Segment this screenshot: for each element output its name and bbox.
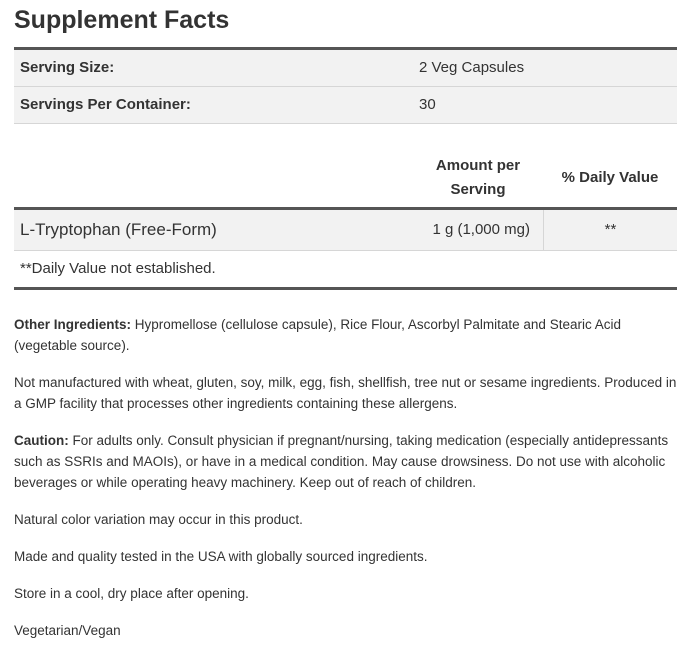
ingredient-row (14, 210, 677, 251)
serving-size-value: 2 Veg Capsules (419, 59, 525, 76)
color-variation-note: Natural color variation may occur in this product. (14, 512, 303, 527)
other-ingredients (14, 314, 677, 356)
other-ingredients-label: Other Ingredients: (14, 317, 132, 332)
servings-per-container-value: 30 (419, 96, 436, 113)
made-in-usa-note: Made and quality tested in the USA with globally sourced ingredients. (14, 549, 428, 564)
amount-header-line2: Serving (450, 181, 506, 198)
amount-header-line1: Amount per (435, 157, 521, 174)
serving-size-row (14, 50, 677, 87)
daily-value-footnote: **Daily Value not established. (20, 260, 216, 277)
diet-note: Vegetarian/Vegan (14, 623, 121, 638)
caution-text: For adults only. Consult physician if pregnant/nursing, taking medication (especially antidepressants such as SSRIs and MAOIs), or have in a medical condition. May cause drowsiness. Do not use with alcoholic beverages or while operating heavy machinery. Keep out of reach of children. (14, 433, 669, 490)
other-ingredients-text: Hypromellose (cellulose capsule), Rice Flour, Ascorbyl Palmitate and Stearic Acid (vegetable source). (14, 317, 621, 353)
caution-statement (14, 430, 677, 493)
serving-size-label: Serving Size: (20, 59, 115, 76)
daily-value-header: % Daily Value (561, 169, 659, 186)
panel-title: Supplement Facts (14, 6, 230, 34)
ingredient-amount: 1 g (1,000 mg) (432, 221, 530, 238)
caution-label: Caution: (14, 433, 69, 448)
bottom-divider (14, 287, 677, 290)
amount-per-serving-header (417, 154, 539, 202)
servings-per-container-label: Servings Per Container: (20, 96, 191, 113)
allergen-statement: Not manufactured with wheat, gluten, soy, milk, egg, fish, shellfish, tree nut or sesame ingredients. Produced in a GMP facility that processes other ingredients containing these allergens. (14, 375, 677, 411)
servings-per-container-row (14, 87, 677, 124)
ingredient-daily-value: ** (604, 221, 617, 238)
storage-note: Store in a cool, dry place after opening. (14, 586, 249, 601)
product-notes (14, 314, 677, 657)
ingredient-name: L-Tryptophan (Free-Form) (20, 220, 217, 239)
